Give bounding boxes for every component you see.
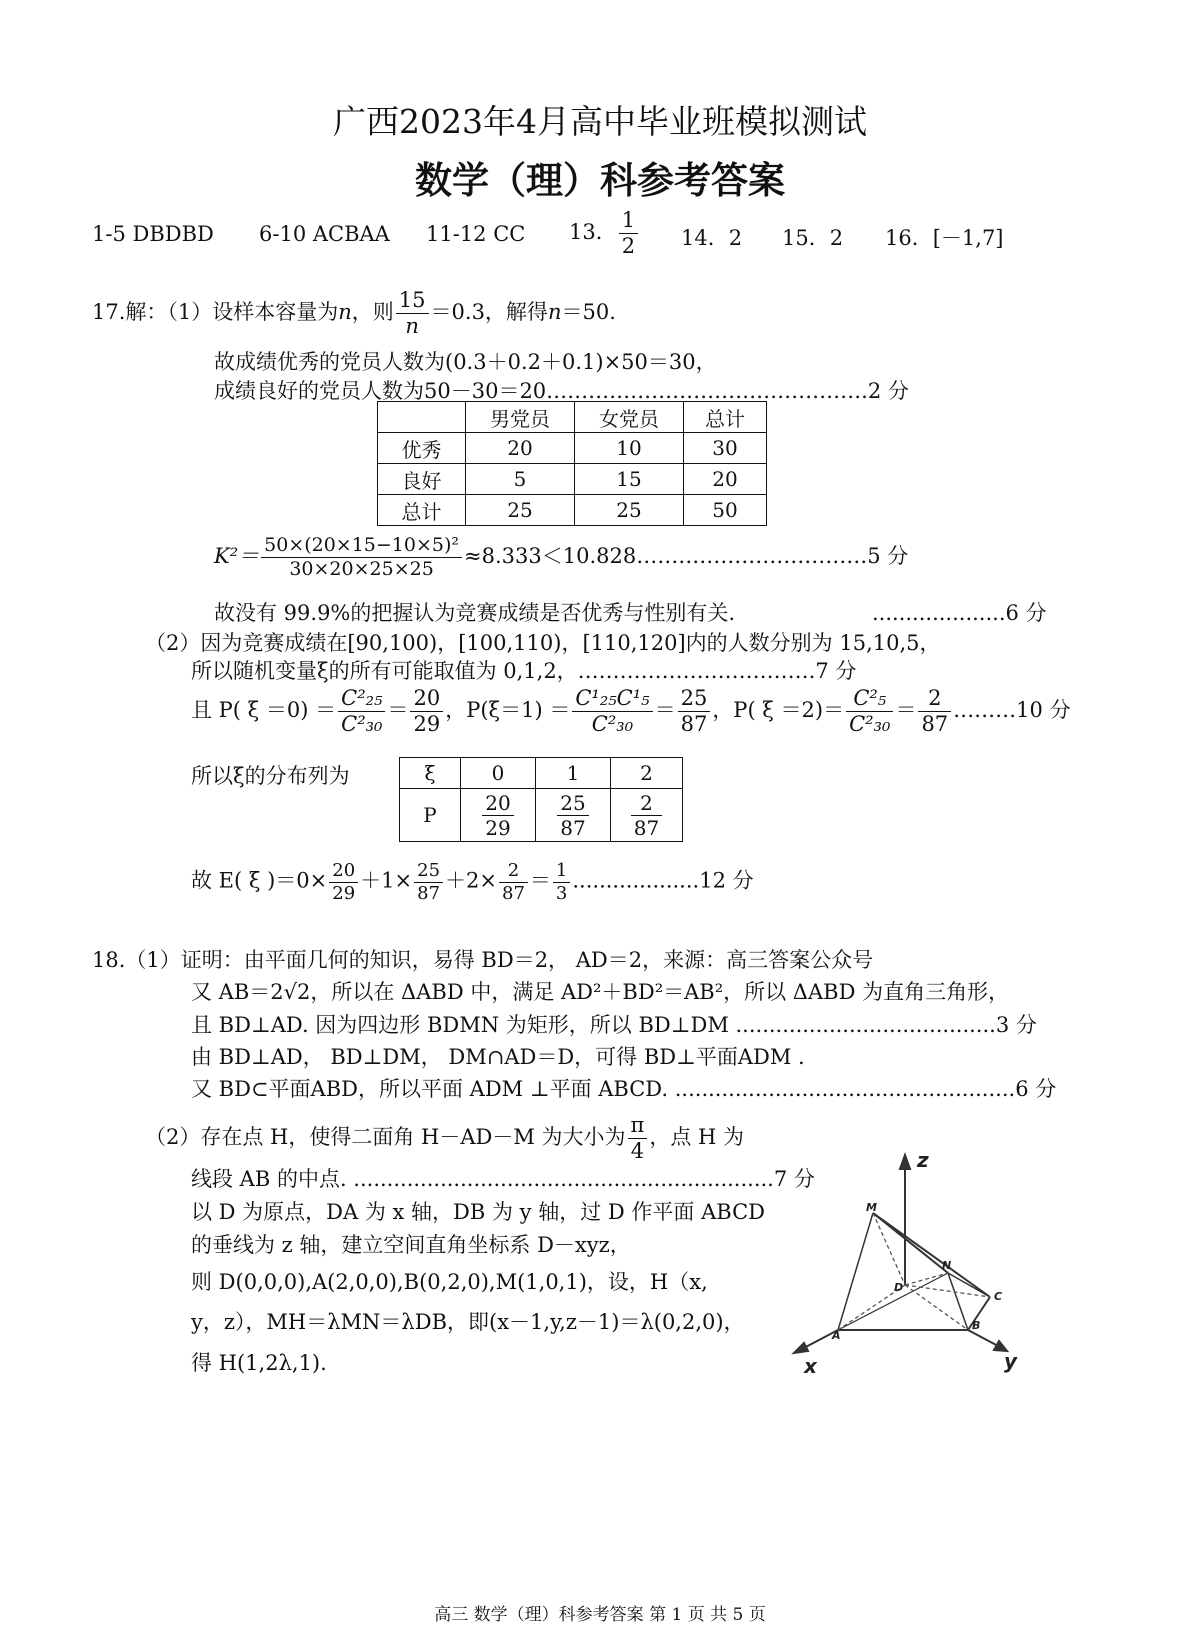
label-B: B <box>972 1319 981 1332</box>
q18-line1: 18.（1）证明：由平面几何的知识，易得 BD＝2， AD＝2，来源：高三答案公众号 <box>92 948 874 972</box>
exp-m2: ＋2× <box>445 868 498 893</box>
exp-f2d: 87 <box>417 882 441 904</box>
q18-p2-l1a: （2）存在点 H，使得二面角 H－AD－M 为大小为 <box>145 1125 626 1150</box>
table-cell <box>611 789 683 842</box>
q17-frac-den: n <box>405 314 419 339</box>
p2-den: 87 <box>921 712 949 737</box>
exp-f1d: 29 <box>332 882 356 904</box>
q17-conclusion-pts: ....................6 分 <box>872 601 1047 625</box>
answer-13-label: 13． <box>569 220 617 245</box>
k2-rest: ≈8.333＜10.828……………………………5 分 <box>464 543 909 568</box>
answers-1-5: 1-5 DBDBD <box>92 222 214 246</box>
k2-den: 30×20×25×25 <box>289 557 434 580</box>
q18-line2: 又 AB＝2√2，所以在 ΔABD 中，满足 AD²＋BD²＝AB²，所以 ΔABD 为直角三角形， <box>191 980 1010 1004</box>
distribution-table <box>399 757 683 842</box>
table-row <box>378 495 767 526</box>
table-cell <box>536 789 611 842</box>
table-cell: 总计 <box>378 495 466 526</box>
p1-label: ，P(ξ＝1) ＝ <box>445 698 571 723</box>
table-cell: 25 <box>575 495 684 526</box>
prob-pts: ………10 分 <box>953 698 1071 723</box>
q17-line1 <box>92 288 616 339</box>
exp-m3: ＝ <box>529 868 551 893</box>
distribution-label: 所以ξ的分布列为 <box>191 764 350 788</box>
answers-11-12: 11-12 CC <box>426 222 526 246</box>
table-cell: 男党员 <box>466 402 575 433</box>
q17-l1n-2: n <box>547 300 562 325</box>
q17-l1c: ＝0.3，解得 <box>430 300 548 325</box>
p1-c-num: C¹₂₅C¹₅ <box>572 686 652 712</box>
p1-num: 25 <box>678 686 711 712</box>
q18-part2-line4: 的垂线为 z 轴，建立空间直角坐标系 D－xyz， <box>191 1233 631 1257</box>
coordinate-figure <box>770 1145 1045 1395</box>
answer-13-num: 1 <box>619 208 638 234</box>
label-A: A <box>832 1329 841 1342</box>
edge-DN <box>905 1273 948 1285</box>
p0-c-den: C²₃₀ <box>341 712 383 737</box>
z-arrow <box>900 1155 910 1169</box>
p2-c-den: C²₃₀ <box>849 712 891 737</box>
q18-pi: π <box>628 1113 648 1139</box>
q18-part2-line7: 得 H(1,2λ,1). <box>191 1351 327 1375</box>
exp-pts: ...................12 分 <box>572 868 754 893</box>
table-cell: 50 <box>684 495 767 526</box>
p0-den: 29 <box>413 712 441 737</box>
table-cell: 20 <box>684 464 767 495</box>
q18-part2-line2: 线段 AB 的中点. ...............................................................7 分 <box>191 1167 815 1191</box>
p0-label: 且 P( ξ ＝0) ＝ <box>191 698 337 723</box>
y-axis <box>968 1330 1000 1347</box>
table-cell: 2 <box>611 758 683 789</box>
table-cell: 25 <box>466 495 575 526</box>
table-row <box>378 464 767 495</box>
dist-den-2: 87 <box>633 815 660 840</box>
table-row <box>400 789 683 842</box>
dist-den-0: 29 <box>485 815 511 840</box>
table-cell: 5 <box>466 464 575 495</box>
exp-label: 故 E( ξ )＝0× <box>191 868 328 893</box>
table-cell: 优秀 <box>378 433 466 464</box>
table-cell: 良好 <box>378 464 466 495</box>
exp-f2n: 25 <box>414 860 443 883</box>
label-N: N <box>942 1259 952 1272</box>
table-cell <box>461 789 536 842</box>
table-cell: ξ <box>400 758 461 789</box>
edge-NB <box>948 1273 968 1330</box>
q17-line2: 故成绩优秀的党员人数为(0.3＋0.2＋0.1)×50＝30， <box>214 350 717 374</box>
table-cell: 10 <box>575 433 684 464</box>
dist-num-0: 20 <box>482 791 513 816</box>
p0-c-num: C²₂₅ <box>338 686 385 712</box>
p2-num: 2 <box>918 686 951 712</box>
q17-part2-line1: （2）因为竞赛成绩在[90,100)，[100,110)，[110,120]内的人数分别为 15,10,5， <box>145 631 941 655</box>
exp-f4n: 1 <box>553 860 570 883</box>
table-cell: 30 <box>684 433 767 464</box>
answer-15: 15．2 <box>782 226 844 250</box>
table-cell <box>378 402 466 433</box>
edge-MC <box>873 1213 990 1297</box>
q17-l1b: ，则 <box>351 300 394 325</box>
edge-AN <box>838 1273 948 1330</box>
q18-line3: 且 BD⊥AD. 因为四边形 BDMN 为矩形，所以 BD⊥DM .......................................3 分 <box>191 1013 1037 1037</box>
exp-f3d: 87 <box>502 882 525 904</box>
answers-6-10: 6-10 ACBAA <box>259 222 390 246</box>
page-footer: 高三 数学（理）科参考答案 第 1 页 共 5 页 <box>434 1605 766 1625</box>
dist-den-1: 87 <box>560 815 586 840</box>
table-cell: 15 <box>575 464 684 495</box>
p2-c-num: C²₅ <box>846 686 893 712</box>
p2-label: ，P( ξ ＝2)＝ <box>712 698 845 723</box>
q17-line3: 成绩良好的党员人数为50－30＝20……………………………………….2 分 <box>214 379 909 403</box>
label-x: x <box>804 1354 817 1378</box>
page-title: 广西2023年4月高中毕业班模拟测试 <box>333 102 867 141</box>
q17-frac-num: 15 <box>396 288 429 314</box>
q17-l1d: ＝50. <box>561 300 616 325</box>
probability-line: 且 P( ξ ＝0) ＝ $\frac{\text{C²₂₅}}{\text{C²₃₀}}$ ＝ $\frac{20}{29}$ ，P(ξ＝1) ＝ $\frac{\text{C¹₂₅C¹₅}}{\text{C²₃₀}}$ ＝ $\frac{25}{87}$ ，P( ξ ＝2)＝ $\frac{\text{C²₅}}{\text{C²₃₀}}$ ＝ $\frac{2}{87}$ ………10 分 <box>191 686 1071 737</box>
label-z: z <box>917 1148 929 1172</box>
q18-part2-line5: 则 D(0,0,0),A(2,0,0),B(0,2,0),M(1,0,1)，设，H（x, <box>191 1270 708 1294</box>
exp-f1n: 20 <box>329 860 358 883</box>
table-cell: 总计 <box>684 402 767 433</box>
table-row <box>378 433 767 464</box>
answer-16: 16．[－1,7] <box>885 226 1004 250</box>
exp-f3n: 2 <box>499 860 528 883</box>
label-C: C <box>994 1290 1003 1303</box>
label-M: M <box>866 1201 877 1214</box>
label-D: D <box>894 1281 904 1294</box>
q18-part2-line1 <box>145 1113 744 1164</box>
k2-formula <box>214 534 908 581</box>
q18-line5: 又 BD⊂平面ABD，所以平面 ADM ⊥平面 ABCD. ...................................................6 分 <box>191 1077 1057 1101</box>
table-cell: 女党员 <box>575 402 684 433</box>
answer-13 <box>569 208 640 259</box>
q18-p2-l1b: ，点 H 为 <box>649 1125 745 1150</box>
p1-den: 87 <box>680 712 708 737</box>
q18-part2-line6: y，z），MH＝λMN＝λDB，即(x－1,y,z－1)＝λ(0,2,0)， <box>191 1310 745 1334</box>
q18-four: 4 <box>630 1139 645 1164</box>
dist-num-2: 2 <box>631 791 662 816</box>
table-cell: P <box>400 789 461 842</box>
k2-label: K²＝ <box>214 543 260 568</box>
table-cell: 20 <box>466 433 575 464</box>
edge-DB <box>905 1285 968 1330</box>
q17-part2-line2: 所以随机变量ξ的所有可能取值为 0,1,2，…………………………….7 分 <box>191 659 857 683</box>
answer-13-den: 2 <box>621 234 636 259</box>
table-cell: 1 <box>536 758 611 789</box>
table-row <box>400 758 683 789</box>
contingency-table <box>377 401 767 526</box>
table-row <box>378 402 767 433</box>
edge-MA <box>838 1213 873 1330</box>
q17-conclusion: 故没有 99.9%的把握认为竞赛成绩是否优秀与性别有关. <box>214 601 736 625</box>
label-y: y <box>1004 1349 1018 1373</box>
q18-part2-line3: 以 D 为原点，DA 为 x 轴，DB 为 y 轴，过 D 作平面 ABCD <box>191 1200 765 1224</box>
table-cell: 0 <box>461 758 536 789</box>
p1-c-den: C²₃₀ <box>591 712 634 737</box>
x-arrow <box>794 1343 808 1353</box>
q17-l1n: n <box>338 300 352 325</box>
p0-num: 20 <box>410 686 443 712</box>
q18-line4: 由 BD⊥AD， BD⊥DM， DM∩AD＝D，可得 BD⊥平面ADM . <box>191 1045 805 1069</box>
dist-num-1: 25 <box>557 791 588 816</box>
q17-l1a: 17.解：（1）设样本容量为 <box>92 300 339 325</box>
k2-num: 50×(20×15−10×5)² <box>261 534 462 558</box>
expectation-line <box>191 860 754 904</box>
exp-f4d: 3 <box>555 882 568 904</box>
page-subtitle: 数学（理）科参考答案 <box>415 158 785 202</box>
answer-14: 14．2 <box>681 226 743 250</box>
exp-m1: ＋1× <box>360 868 413 893</box>
